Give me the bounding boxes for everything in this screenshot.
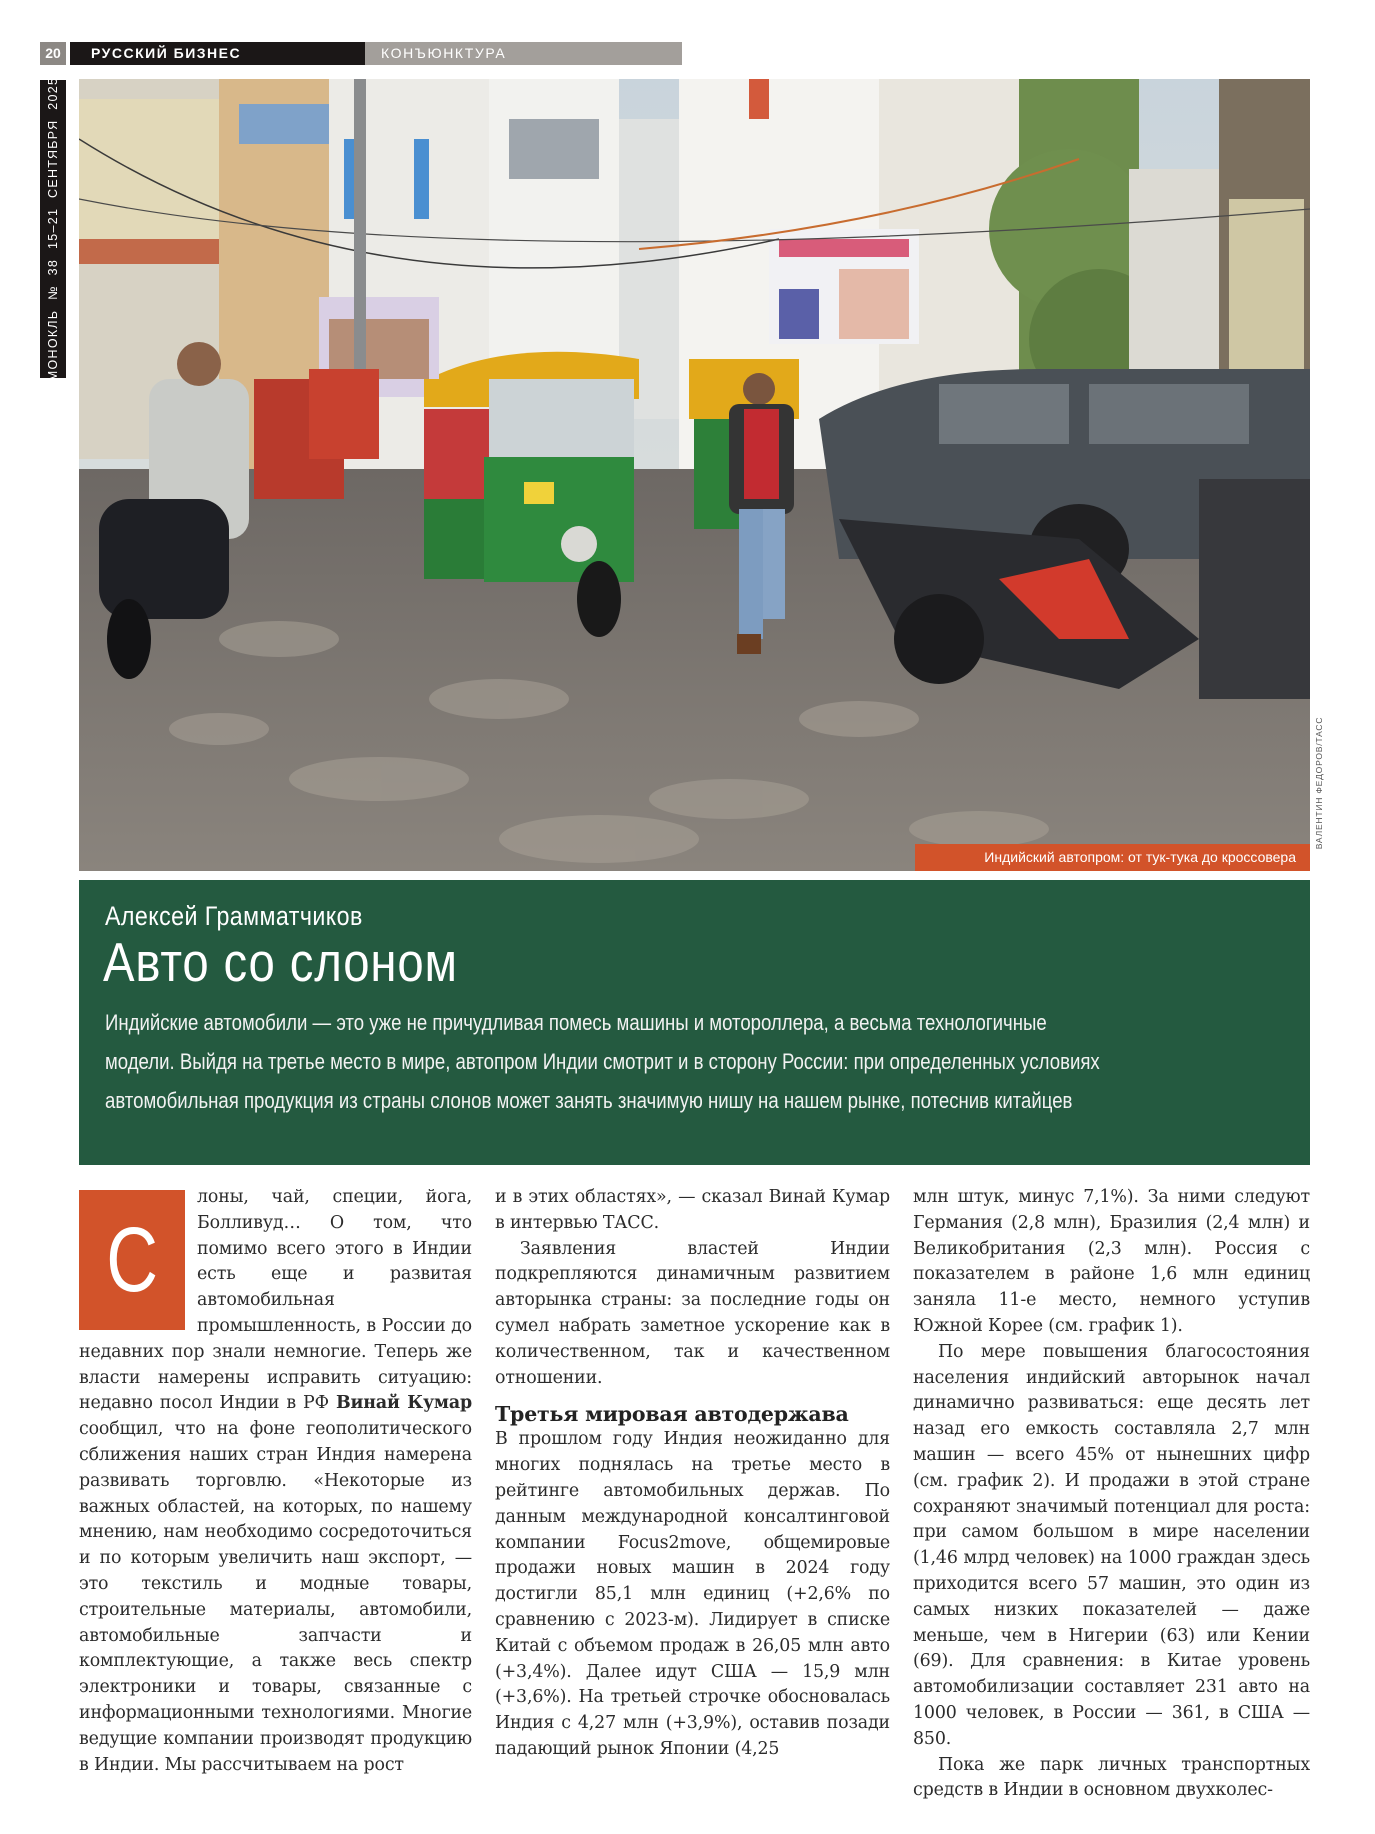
photo-credit — [1313, 716, 1325, 849]
paragraph: Пока же парк личных транспортных средств в Индии в основном двухколес- — [913, 1754, 1310, 1801]
section-label: РУССКИЙ БИЗНЕС — [70, 42, 365, 65]
author-name: Алексей Грамматчиков — [105, 901, 363, 931]
rubric-label: КОНЪЮНКТУРА — [365, 42, 682, 65]
standfirst — [105, 1003, 1305, 1120]
drop-cap: С — [79, 1190, 185, 1330]
paragraph: лоны, чай, специи, йога, Болливуд… О том, что помимо всего этого в Индии есть еще и развитая автомобильная промышленность, в России до недавних пор знали немногие. Теперь же власти намерены исправить ситуацию: недавно посол Индии в РФ Винай Кумар сообщил, что на фоне геополитического сближения наших стран Индия намерена развивать торговлю. «Некоторые из важных областей, на которых, по нашему мнению, нам необходимо сосредоточиться и по которым увеличить наш экспорт, — это текстиль и модные товары, строительные материалы, автомобили, автомобильные запчасти и комплектующие, а также весь спектр электроники и товары, связанные с информационными технологиями. Многие ведущие компании производят продукцию в Индии. Мы рассчитываем на рост — [79, 1187, 473, 1775]
standfirst-line: Индийские автомобили — это уже не причудливая помесь машины и мотороллера, а весьма технологичные — [105, 1010, 1047, 1035]
paragraph: и в этих областях», — сказал Винай Кумар в интервью ТАСС. — [495, 1187, 890, 1233]
standfirst-line: автомобильная продукция из страны слонов может занять значимую нишу на нашем рынке, потеснив китайцев — [105, 1088, 1073, 1113]
street-photo — [79, 79, 1310, 871]
article-column-3 — [913, 1185, 1310, 1804]
paragraph: млн штук, минус 7,1%). За ними следуют Германия (2,8 млн), Бразилия (2,4 млн) и Великобритания (2,3 млн). Россия с показателем в районе 1,6 млн единиц заняла 11-е место, немного уступив Южной Корее (см. график 1). — [913, 1187, 1310, 1336]
photo-caption: Индийский автопром: от тук-тука до кроссовера — [915, 844, 1310, 871]
article-column-1 — [79, 1185, 472, 1778]
article-column-2 — [495, 1185, 890, 1763]
photo-illustration — [79, 79, 1310, 871]
ambassador-name: Винай Кумар — [335, 1393, 473, 1414]
photo-credit-text: ВАЛЕНТИН ФЕДОРОВ/ТАСС — [1314, 716, 1324, 849]
issue-sidebar — [40, 76, 66, 382]
paragraph: По мере повышения благосостояния населения индийский авторынок начал динамично развиваться: еще десять лет назад его емкость составляла 2,7 млн машин — всего 45% от нынешних цифр (см. график 2). И продажи в этой стране сохраняют значимый потенциал для роста: при самом большом в мире населении (1,46 млрд человек) на 1000 граждан здесь приходится всего 57 машин, это один из самых низких показателей — даже меньше, чем в Нигерии (63) или Кении (69). Для сравнения: в Китае уровень автомобилизации составляет 231 авто на 1000 человек, в России — 361, в США — 850. — [913, 1341, 1310, 1749]
lead-panel — [79, 880, 1310, 1165]
paragraph: В прошлом году Индия неожиданно для многих поднялась на третье место в рейтинге автомобильных держав. По данным международной консалтинговой компании Focus2move, общемировые продажи новых машин в 2024 году достигли 85,1 млн единиц (+2,6% по сравнению с 2023-м). Лидирует в списке Китай с объемом продаж в 26,05 млн авто (+3,4%). Далее идут США — 15,9 млн (+3,6%). На третьей строчке обосновалась Индия с 4,27 млн (+3,9%), оставив позади падающий рынок Японии (4,25 — [495, 1429, 890, 1759]
paragraph: Заявления властей Индии подкрепляются динамичным развитием авторынка страны: за последние годы он сумел набрать заметное ускорение как в количественном, так и качественном отношении. — [495, 1238, 890, 1388]
subheading: Третья мировая автодержава — [495, 1402, 849, 1427]
issue-line: МОНОКЛЬ № 38 15–21 СЕНТЯБРЯ 2025 — [46, 76, 60, 382]
scooter-left — [99, 499, 229, 619]
page-number: 20 — [40, 42, 66, 65]
article-title: Авто со слоном — [103, 931, 458, 993]
standfirst-line: модели. Выйдя на третье место в мире, автопром Индии смотрит и в сторону России: при определенных условиях — [105, 1049, 1100, 1074]
